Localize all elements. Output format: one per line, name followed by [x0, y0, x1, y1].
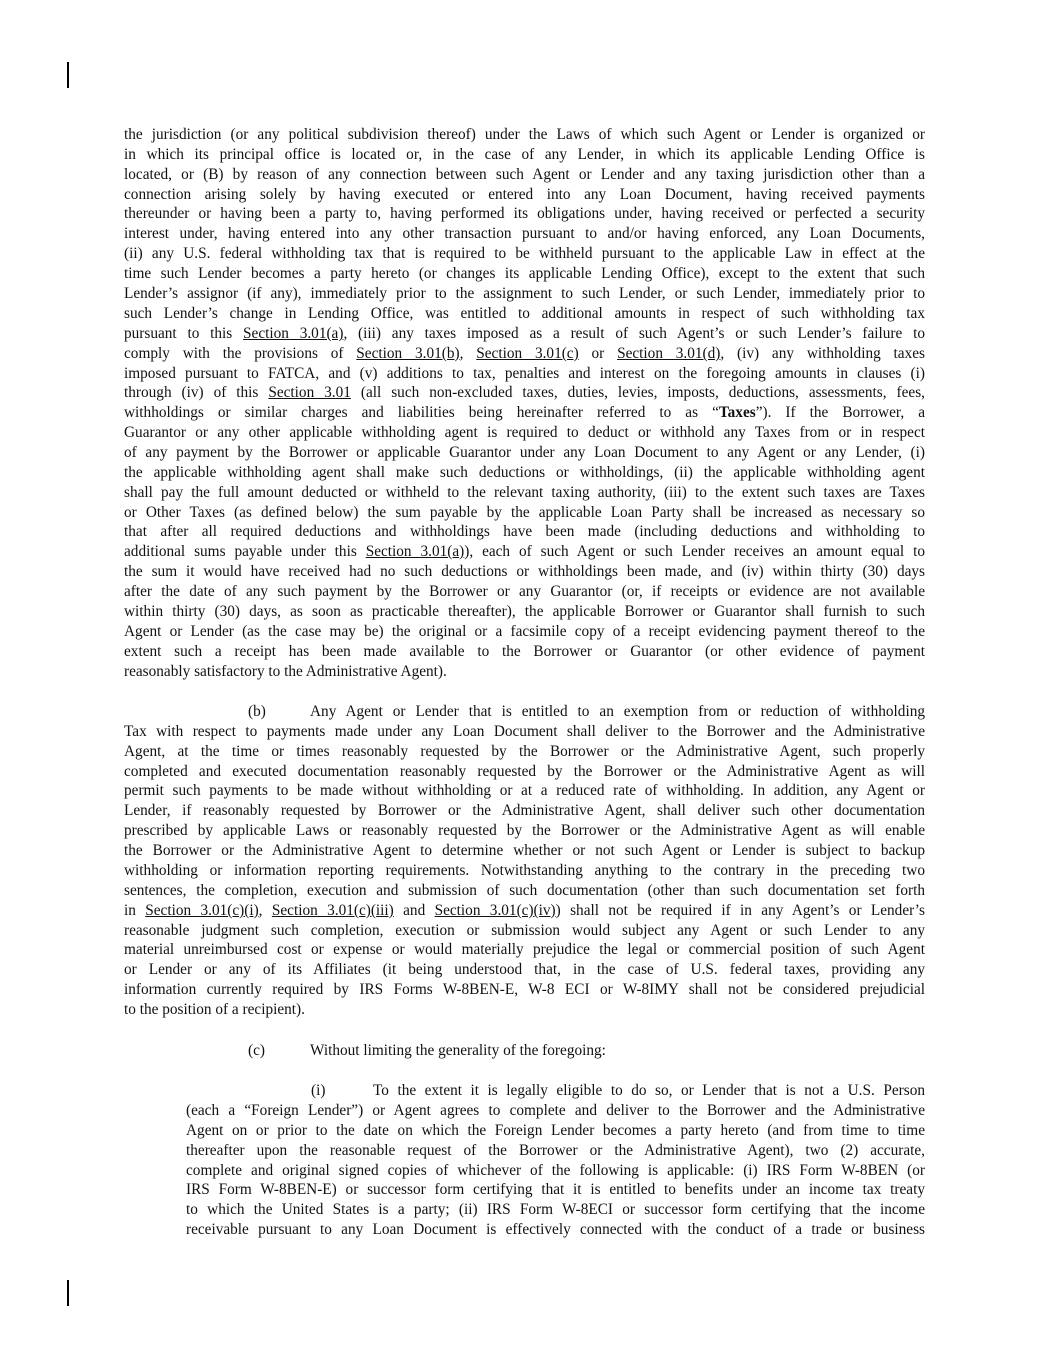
text-line: shall pay the full amount deducted or withheld to the relevant taxing authority, (iii) to the extent such taxes are Taxes	[124, 484, 925, 501]
text-line: interest under, having entered into any other transaction pursuant to and/or having enforced, any Loan Documents,	[124, 225, 925, 242]
paragraph-marker: (i)	[311, 1082, 326, 1099]
text-line: Agent or Lender (as the case may be) the original or a facsimile copy of a receipt evidencing payment thereof to the	[124, 623, 925, 640]
text-line: sentences, the completion, execution and submission of such documentation (other than such documentation set forth	[124, 882, 925, 899]
text-run: through (iv) of this	[124, 384, 269, 401]
text-line: Agent on or prior to the date on which the Foreign Lender becomes a party hereto (and from time to time	[186, 1122, 925, 1139]
text-line: connection arising solely by having executed or entered into any Loan Document, having received payments	[124, 186, 925, 203]
text-line: or Other Taxes (as defined below) the sum payable by the applicable Loan Party shall be increased as necessary so	[124, 504, 925, 521]
text-run: ), each of such Agent or such Lender receives an amount equal to	[464, 543, 925, 560]
text-line	[311, 1081, 925, 1101]
revision-bar-top	[67, 62, 69, 88]
text-run: pursuant to this	[124, 325, 244, 342]
text-line: material unreimbursed cost or expense or would materially prejudice the legal or commercial position of such Agent	[124, 941, 925, 958]
text-line	[124, 344, 925, 364]
text-run: (all such non-excluded taxes, duties, levies, imposts, deductions, assessments, fees,	[350, 384, 925, 401]
text-line: time such Lender becomes a party hereto (or changes its applicable Lending Office), except to the extent that such	[124, 265, 925, 282]
text-run: withholdings or similar charges and liabilities being hereinafter referred to as “	[124, 404, 719, 421]
text-run: , (iii) any taxes imposed as a result of such Agent’s or such Lender’s failure to	[343, 325, 925, 342]
text-run: Without limiting the generality of the foregoing:	[310, 1042, 606, 1059]
text-line: the sum it would have received had no such deductions or withholdings been made, and (iv) within thirty (30) days	[124, 563, 925, 580]
text-line: thereunder or having been a party to, having performed its obligations under, having received or perfected a security	[124, 205, 925, 222]
text-line: the applicable withholding agent shall make such deductions or withholdings, (ii) the applicable withholding agent	[124, 464, 925, 481]
text-line	[124, 901, 925, 921]
section-reference: Section 3.01(d)	[617, 345, 721, 362]
text-run: ,	[459, 345, 477, 362]
text-line: thereafter upon the reasonable request of the Borrower or the Administrative Agent), two (2) accurate,	[186, 1142, 925, 1159]
text-line: the jurisdiction (or any political subdivision thereof) under the Laws of which such Agent or Lender is organized or	[124, 126, 925, 143]
text-line: that after all required deductions and withholdings have been made (including deductions and withholding to	[124, 523, 925, 540]
text-line: complete and original signed copies of whichever of the following is applicable: (i) IRS Form W-8BEN (or	[186, 1162, 925, 1179]
text-line: within thirty (30) days, as soon as practicable thereafter), the applicable Borrower or Guarantor shall furnish to such	[124, 603, 925, 620]
text-line: receivable pursuant to any Loan Document is effectively connected with the conduct of a trade or business	[186, 1221, 925, 1238]
paragraph-marker: (c)	[248, 1042, 265, 1059]
text-run: ) shall not be required if in any Agent’s or Lender’s	[555, 902, 925, 919]
text-line: withholding or information reporting requirements. Notwithstanding anything to the contrary in the preceding two	[124, 862, 925, 879]
text-line: reasonably satisfactory to the Administrative Agent).	[124, 663, 447, 680]
text-line: (each a “Foreign Lender”) or Agent agrees to complete and deliver to the Borrower and the Administrative	[186, 1102, 925, 1119]
paragraph-marker: (b)	[248, 703, 266, 720]
text-line: to which the United States is a party; (ii) IRS Form W-8ECI or successor form certifying that the income	[186, 1201, 925, 1218]
section-reference: Section 3.01	[268, 384, 351, 401]
text-run: or	[578, 345, 618, 362]
section-reference: Section 3.01(c)	[476, 345, 579, 362]
defined-term: Taxes	[718, 404, 756, 421]
text-line: or Lender or any of its Affiliates (it being understood that, in the case of U.S. federal taxes, providing any	[124, 961, 925, 978]
text-line	[124, 383, 925, 403]
text-line: extent such a receipt has been made available to the Borrower or Guarantor (or other evidence of payment	[124, 643, 925, 660]
text-line: such Lender’s change in Lending Office, was entitled to additional amounts in respect of such withholding tax	[124, 305, 925, 322]
text-line: permit such payments to be made without withholding or at a reduced rate of withholding. In addition, any Agent or	[124, 782, 925, 799]
text-line: Guarantor or any other applicable withholding agent is required to deduct or withhold any Taxes from or in respect	[124, 424, 925, 441]
section-reference: Section 3.01(c)(iv)	[434, 902, 556, 919]
text-line: completed and executed documentation reasonably requested by the Borrower or the Administrative Agent as will	[124, 763, 925, 780]
section-reference: Section 3.01(b)	[356, 345, 460, 362]
text-line: information currently required by IRS Forms W-8BEN-E, W-8 ECI or W-8IMY shall not be considered prejudicial	[124, 981, 925, 998]
text-line: after the date of any such payment by the Borrower or any Guarantor (or, if receipts or evidence are not available	[124, 583, 925, 600]
text-line: to the position of a recipient).	[124, 1001, 305, 1018]
text-line	[124, 324, 925, 344]
text-line: Lender’s assignor (if any), immediately prior to the assignment to such Lender, or such Lender, immediately prior to	[124, 285, 925, 302]
section-reference: Section 3.01(a)	[243, 325, 344, 342]
section-reference: Section 3.01(a)	[365, 543, 465, 560]
revision-bar-bottom	[67, 1280, 69, 1306]
text-run: in	[124, 902, 146, 919]
section-reference: Section 3.01(c)(i)	[145, 902, 259, 919]
text-line: located, or (B) by reason of any connection between such Agent or Lender and any taxing jurisdiction other than a	[124, 166, 925, 183]
text-run: and	[393, 902, 435, 919]
text-line: IRS Form W-8BEN-E) or successor form certifying that it is entitled to benefits under an income tax treaty	[186, 1181, 925, 1198]
text-run: , (iv) any withholding taxes	[720, 345, 925, 362]
text-line: Tax with respect to payments made under any Loan Document shall deliver to the Borrower and the Administrative	[124, 723, 925, 740]
text-line: Lender, if reasonably requested by Borrower or the Administrative Agent, shall deliver such other documentation	[124, 802, 925, 819]
text-line: (ii) any U.S. federal withholding tax that is required to be withheld pursuant to the applicable Law in effect at the	[124, 245, 925, 262]
text-line: the Borrower or the Administrative Agent to determine whether or not such Agent or Lender is subject to backup	[124, 842, 925, 859]
text-line	[124, 403, 925, 423]
text-line: Agent, at the time or times reasonably requested by the Borrower or the Administrative Agent, such properly	[124, 743, 925, 760]
text-run: Any Agent or Lender that is entitled to an exemption from or reduction of withholding	[310, 703, 925, 720]
text-line: in which its principal office is located or, in the case of any Lender, in which its applicable Lending Office is	[124, 146, 925, 163]
section-reference: Section 3.01(c)(iii)	[271, 902, 394, 919]
text-run: additional sums payable under this	[124, 543, 366, 560]
text-run: comply with the provisions of	[124, 345, 357, 362]
text-line: reasonable judgment such completion, execution or submission would subject any Agent or such Lender to any	[124, 922, 925, 939]
text-run: To the extent it is legally eligible to do so, or Lender that is not a U.S. Person	[373, 1082, 925, 1099]
text-line: prescribed by applicable Laws or reasonably requested by the Borrower or the Administrative Agent as will enable	[124, 822, 925, 839]
text-line	[248, 1041, 925, 1061]
text-run: ,	[258, 902, 272, 919]
text-line	[248, 702, 925, 722]
text-line: imposed pursuant to FATCA, and (v) additions to tax, penalties and interest on the foregoing amounts in clauses (i)	[124, 365, 925, 382]
text-run: ”). If the Borrower, a	[755, 404, 925, 421]
text-line	[124, 542, 925, 562]
text-line: of any payment by the Borrower or applicable Guarantor under any Loan Document to any Agent or any Lender, (i)	[124, 444, 925, 461]
